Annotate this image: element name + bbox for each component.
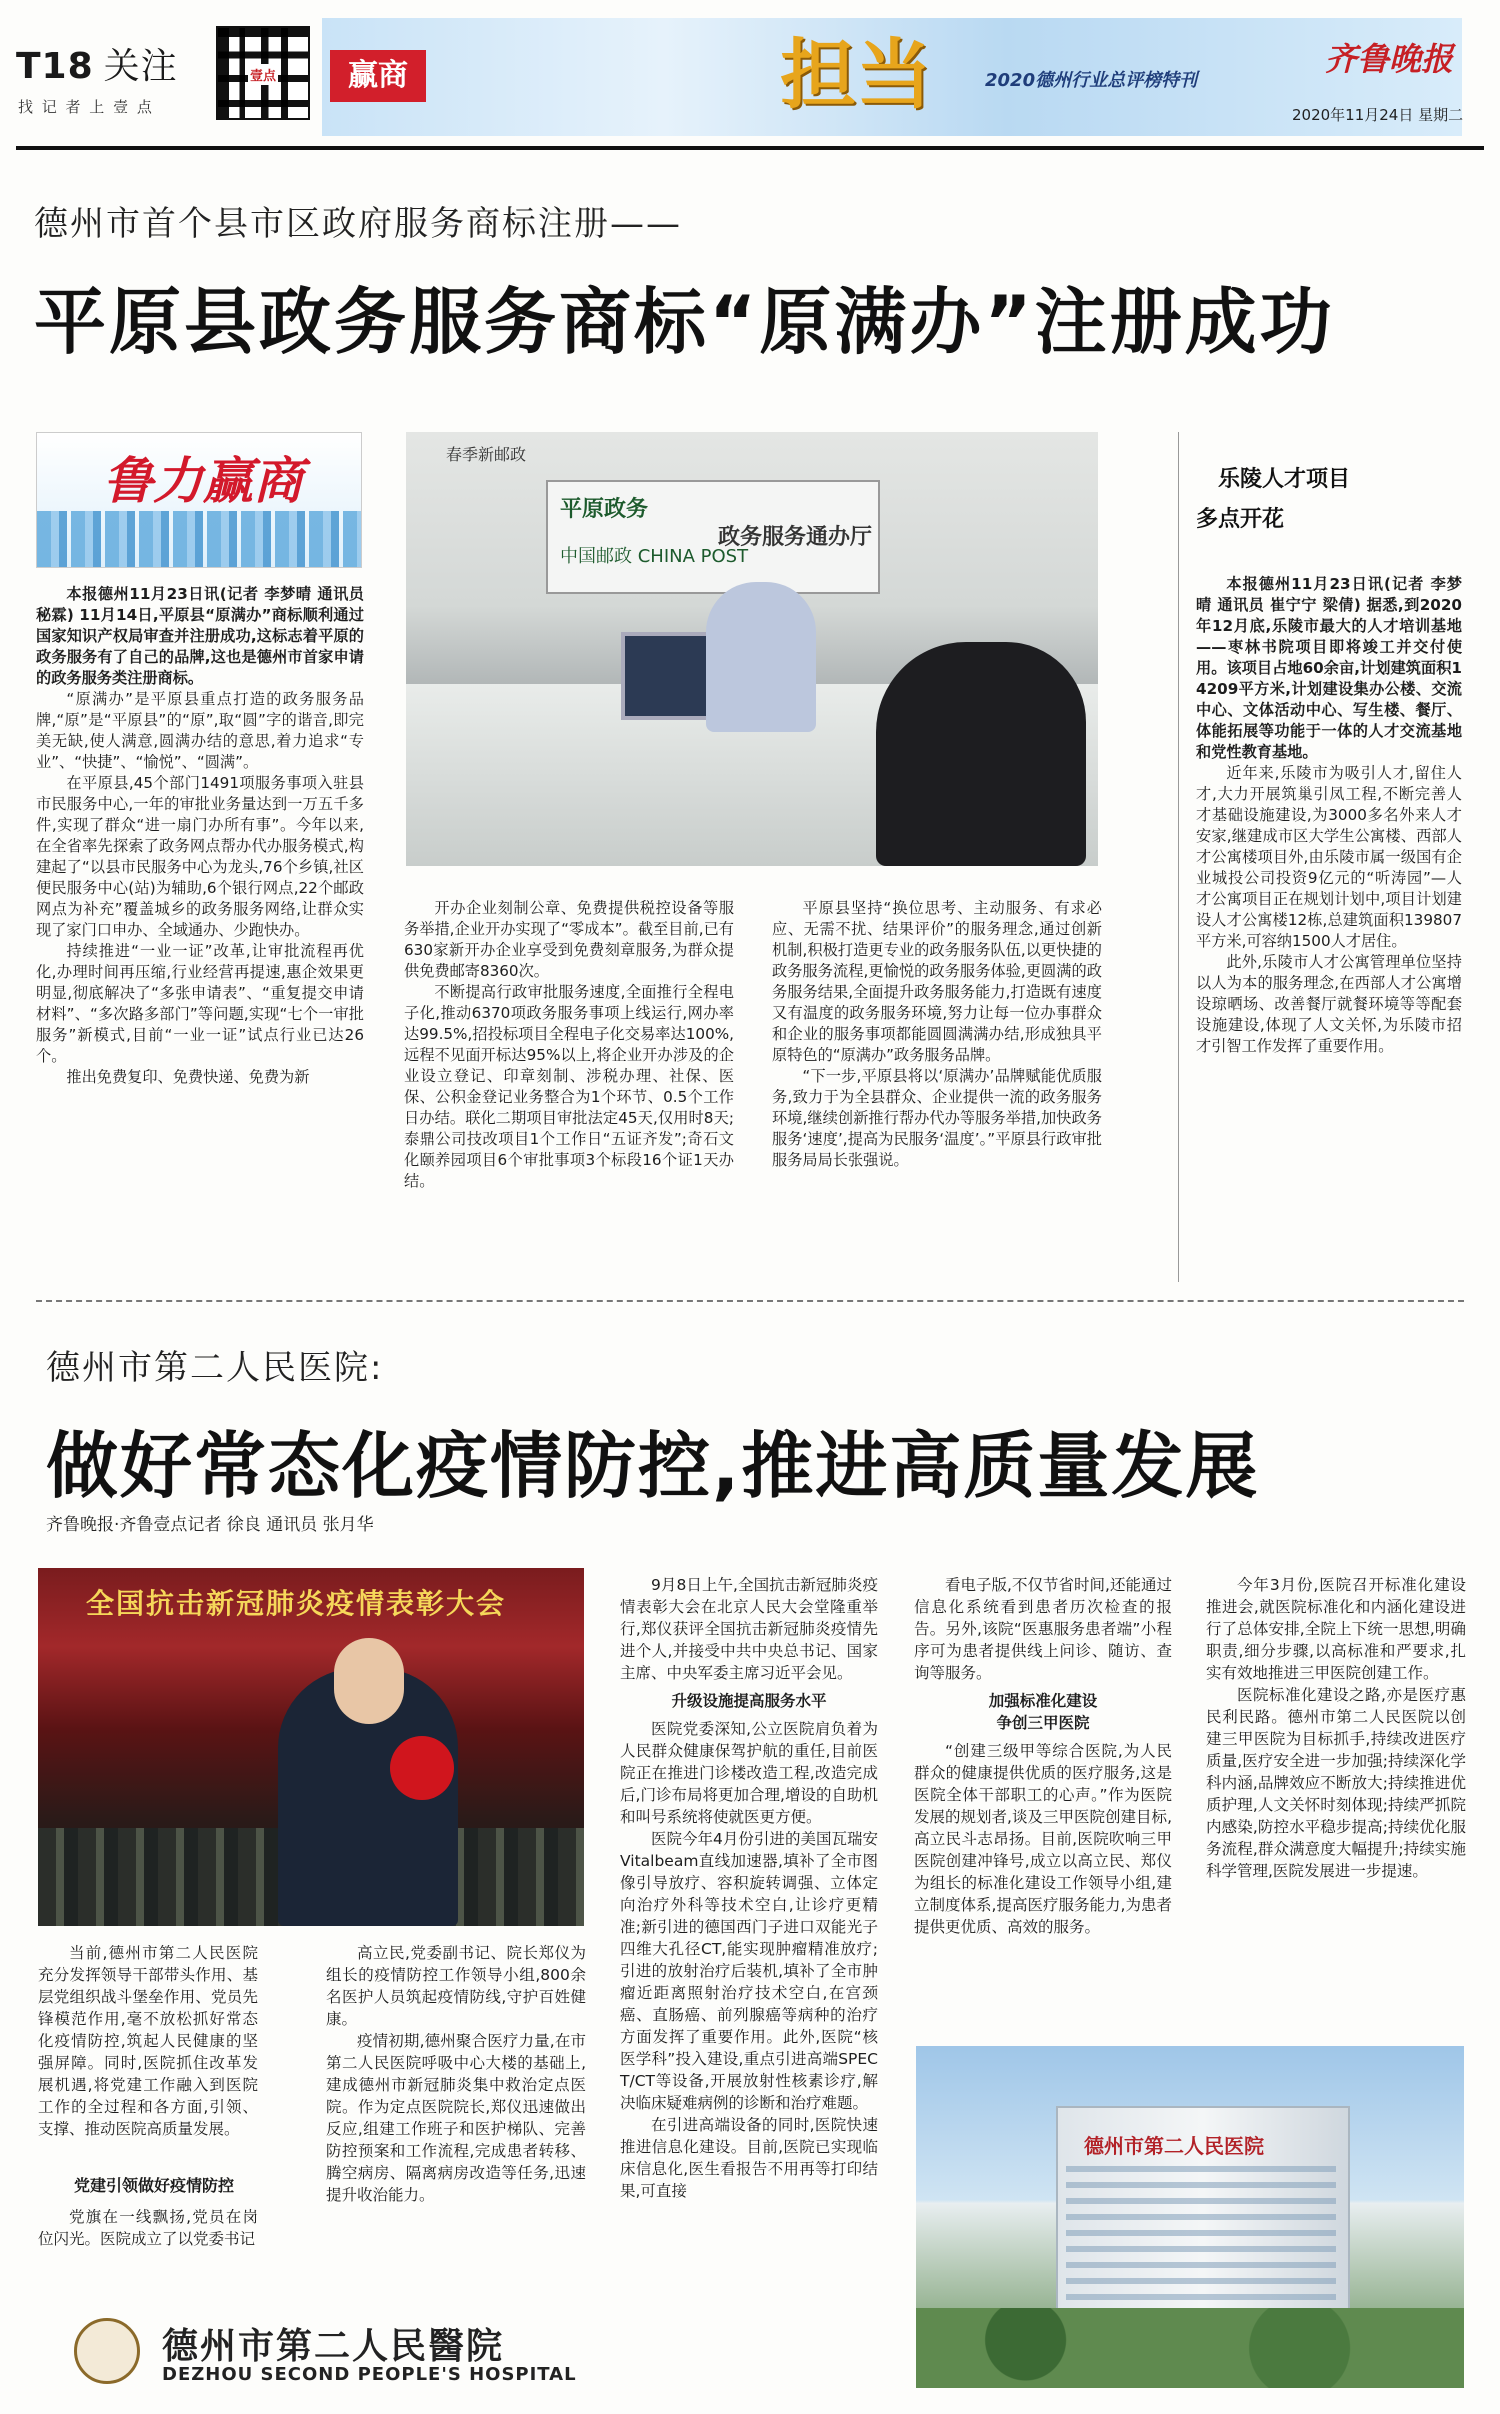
subheading: 争创三甲医院 xyxy=(996,1714,1090,1732)
article2-kicker: 德州市第二人民医院: xyxy=(46,1348,384,1388)
banner-subtitle: 2020德州行业总评榜特刊 xyxy=(985,70,1198,91)
article2-column1 xyxy=(38,1942,258,2140)
qr-label: 壹点 xyxy=(248,64,278,85)
page-number: T18 xyxy=(16,46,94,87)
paragraph: 本报德州11月23日讯(记者 李梦晴 通讯员 崔宁宁 梁倩) 据悉,到2020年12月底,乐陵市最大的人才培训基地——枣林书院项目即将竣工并交付使用。该项目占地60余亩,计划建筑面积14209平方米,计划建设集办公楼、交流中心、文体活动中心、写生楼、餐厅、体能拓展等功能于一体的人才交流基地和党性教育基地。 xyxy=(1196,575,1462,761)
sign-line2: 政务服务通办厅 xyxy=(718,525,873,550)
side-article xyxy=(1196,574,1462,1057)
section-separator xyxy=(36,1300,1464,1302)
banner-title: 担当 xyxy=(780,30,932,119)
paragraph: 不断提高行政审批服务速度,全面推行全程电子化,推动6370项政务服务事项上线运行,网办率达99.5%,招投标项目全程电子化交易率达100%,远程不见面开标达95%以上,将企业开办涉及的企业设立登记、印章刻制、涉税办理、社保、医保、公积金登记业务整合为1个环节、0.5个工作日办结。联化二期项目审批法定45天,仅用时8天;泰鼎公司技改项目1个工作日“五证齐发”;奇石文化颐养园项目6个审批事项3个标段16个证1天办结。 xyxy=(404,983,734,1190)
subheading: 升级设施提高服务水平 xyxy=(671,1692,827,1710)
article2-column1b xyxy=(38,2206,258,2250)
skyline-graphic xyxy=(37,511,361,567)
paragraph: 平原县坚持“换位思考、主动服务、有求必应、无需不扰、结果评价”的服务理念,通过创新机制,积极打造更专业的政务服务队伍,以更快捷的政务服务流程,更愉悦的政务服务体验,更圆满的政务服务结果,全面提升政务服务能力,打造既有速度又有温度的政务服务环境,努力让每一位办事群众和企业的服务事项都能圆圆满满办结,形成独具平原特色的“原满办”政务服务品牌。 xyxy=(772,899,1102,1064)
article1-column3 xyxy=(772,898,1102,1171)
paragraph: 当前,德州市第二人民医院充分发挥领导干部带头作用、基层党组织战斗堡垒作用、党员先锋模范作用,毫不放松抓好常态化疫情防控,筑起人民健康的坚强屏障。同时,医院抓住改革发展机遇,将党建工作融入到医院工作的全过程和各方面,引领、支撑、推动医院高质量发展。 xyxy=(38,1944,258,2138)
column-logo-text: 鲁力赢商 xyxy=(103,451,303,510)
paragraph: 在平原县,45个部门1491项服务事项入驻县市民服务中心,一年的审批业务量达到一万五千多件,实现了群众“进一扇门办所有事”。今年以来,在全省率先探索了政务网点帮办代办服务模式,构建起了“以县市民服务中心为龙头,76个乡镇,社区便民服务中心(站)为辅助,6个银行网点,22个邮政网点为补充”覆盖城乡的政务服务网络,让群众实现了家门口申办、全域通办、少跑快办。 xyxy=(36,774,364,939)
paragraph: 党旗在一线飘扬,党员在岗位闪光。医院成立了以党委书记 xyxy=(38,2208,258,2248)
building-sign: 德州市第二人民医院 xyxy=(1084,2134,1264,2158)
ceremony-banner: 全国抗击新冠肺炎疫情表彰大会 xyxy=(86,1587,507,1620)
header-rule xyxy=(16,146,1484,150)
paragraph: 近年来,乐陵市为吸引人才,留住人才,大力开展筑巢引凤工程,不断完善人才基础设施建设,为3000多名外来人才安家,继建成市区大学生公寓楼、西部人才公寓楼项目外,由乐陵市属一级国有企业城投公司投资9亿元的“听涛园”—人才公寓项目正在规划计划中,项目计划建设人才公寓楼12栋,总建筑面积139807平方米,可容纳1500人才居住。 xyxy=(1196,764,1462,950)
issue-date: 2020年11月24日 星期二 xyxy=(1292,106,1464,124)
clerk-figure xyxy=(706,582,816,732)
hospital-logo-icon xyxy=(74,2318,140,2384)
article2-column4 xyxy=(914,1574,1172,1938)
subheading: 党建引领做好疫情防控 xyxy=(74,2176,235,2195)
hospital-name-cn: 德州市第二人民醫院 xyxy=(162,2325,505,2367)
sign-line1: 平原政务 xyxy=(560,497,649,522)
paragraph: 高立民,党委副书记、院长郑仪为组长的疫情防控工作领导小组,800余名医护人员筑起疫情防线,守护百姓健康。 xyxy=(326,1944,586,2028)
honoree-head xyxy=(334,1638,404,1724)
article1-headline: 平原县政务服务商标“原满办”注册成功 xyxy=(34,280,1335,364)
paragraph: 推出免费复印、免费快递、免费为新 xyxy=(66,1068,310,1086)
paragraph: 持续推进“一业一证”改革,让审批流程再优化,办理时间再压缩,行业经营再提速,惠企效果更明显,彻底解决了“多张申请表”、“重复提交申请材料”、“多次路多部门”等问题,实现“七个一审批服务”新模式,目前“一业一证”试点行业已达26个。 xyxy=(36,942,364,1065)
paragraph: 看电子版,不仅节省时间,还能通过信息化系统看到患者历次检查的报告。另外,该院“医惠服务患者端”小程序可为患者提供线上问诊、随访、查询等服务。 xyxy=(914,1576,1172,1682)
banner-tag: 赢商 xyxy=(330,50,426,102)
page-header xyxy=(16,38,178,89)
paragraph: 在引进高端设备的同时,医院快速推进信息化建设。目前,医院已实现临床信息化,医生看报告不用再等打印结果,可直接 xyxy=(620,2116,878,2200)
article1-column1 xyxy=(36,584,364,1088)
trees xyxy=(916,2308,1464,2388)
paragraph: 今年3月份,医院召开标准化建设推进会,就医院标准化和内涵化建设进行了总体安排,全院上下统一思想,明确职责,细分步骤,以高标准和严要求,扎实有效地推进三甲医院创建工作。 xyxy=(1206,1576,1466,1682)
service-hall-photo xyxy=(406,432,1098,866)
paper-name: 齐鲁晚报 xyxy=(1325,40,1454,78)
paragraph: 疫情初期,德州聚合医疗力量,在市第二人民医院呼吸中心大楼的基础上,建成德州市新冠肺炎集中救治定点医院。作为定点医院院长,郑仪迅速做出反应,组建工作班子和医护梯队、完善防控预案和工作流程,完成患者转移、腾空病房、隔离病房改造等任务,迅速提升收治能力。 xyxy=(326,2032,586,2204)
article1-kicker: 德州市首个县市区政府服务商标注册—— xyxy=(34,204,682,244)
side-headline-line2: 多点开花 xyxy=(1196,507,1285,532)
hospital-building-photo xyxy=(916,2046,1464,2388)
article2-column2 xyxy=(326,1942,586,2206)
paragraph: “原满办”是平原县重点打造的政务服务品牌,“原”是“平原县”的“原”,取“圆”字的谐音,即完美无缺,使人满意,圆满办结的意思,着力追求“专业”、“快捷”、“愉悦”、“圆满”。 xyxy=(36,690,364,771)
paragraph: “创建三级甲等综合医院,为人民群众的健康提供优质的医疗服务,这是医院全体干部职工的心声。”作为医院发展的规划者,谈及三甲医院创建目标,高立民斗志昂扬。目前,医院吹响三甲医院创建冲锋号,成立以高立民、郑仪为组长的标准化建设工作领导小组,建立制度体系,提高医疗服务能力,为患者提供更优质、高效的服务。 xyxy=(914,1742,1172,1936)
award-ceremony-photo xyxy=(38,1568,584,1926)
section-name: 关注 xyxy=(103,46,178,87)
photo-top-text: 春季新邮政 xyxy=(446,445,527,464)
hospital-name-en: DEZHOU SECOND PEOPLE'S HOSPITAL xyxy=(162,2364,577,2385)
visitor-figure xyxy=(876,642,1086,866)
side-headline xyxy=(1196,460,1351,540)
column-divider xyxy=(1178,432,1179,1282)
sign-line3: 中国邮政 CHINA POST xyxy=(560,546,749,567)
paragraph: 医院标准化建设之路,亦是医疗惠民利民路。德州市第二人民医院以创建三甲医院为目标抓手,持续改进医疗质量,医疗安全进一步加强;持续深化学科内涵,品牌效应不断放大;持续推进优质护理,人文关怀时刻体现;持续严抓院内感染,防控水平稳步提高;持续优化服务流程,群众满意度大幅提升;持续实施科学管理,医院发展进一步提速。 xyxy=(1206,1686,1466,1880)
article2-headline: 做好常态化疫情防控,推进高质量发展 xyxy=(46,1424,1260,1508)
paragraph: 开办企业刻制公章、免费提供税控设备等服务举措,企业开办实现了“零成本”。截至目前,已有630家新开办企业享受到免费刻章服务,为群众提供免费邮寄8360次。 xyxy=(404,899,734,980)
red-flower-icon xyxy=(390,1736,454,1800)
wall-sign xyxy=(546,480,880,594)
paragraph: 医院今年4月份引进的美国瓦瑞安Vitalbeam直线加速器,填补了全市图像引导放疗、容积旋转调强、立体定向治疗外科等技术空白,让诊疗更精准;新引进的德国西门子进口双能光子四维大孔径CT,能实现肿瘤精准放疗;引进的放射治疗后装机,填补了全市肿瘤近距离照射治疗技术空白,在宫颈癌、直肠癌、前列腺癌等病种的治疗方面发挥了重要作用。此外,医院“核医学科”投入建设,重点引进高端SPECT/CT等设备,开展放射性核素诊疗,解决临床疑难病例的诊断和治疗难题。 xyxy=(620,1830,878,2112)
article1-column2 xyxy=(404,898,734,1192)
article2-column5 xyxy=(1206,1574,1466,1882)
paragraph: 此外,乐陵市人才公寓管理单位坚持以人为本的服务理念,在西部人才公寓增设琼晒场、改善餐厅就餐环境等等配套设施建设,体现了人文关怀,为乐陵市招才引智工作发挥了重要作用。 xyxy=(1196,953,1462,1055)
paragraph: 本报德州11月23日讯(记者 李梦晴 通讯员 秘霖) 11月14日,平原县“原满办”商标顺利通过国家知识产权局审查并注册成功,这标志着平原的政务服务有了自己的品牌,这也是德州市首家申请的政务服务类注册商标。 xyxy=(36,585,364,687)
column-logo xyxy=(36,432,362,568)
staff-line: 找 记 者 上 壹 点 xyxy=(18,98,154,116)
paragraph: 9月8日上午,全国抗击新冠肺炎疫情表彰大会在北京人民大会堂隆重举行,郑仪获评全国抗击新冠肺炎疫情先进个人,并接受中共中央总书记、国家主席、中央军委主席习近平会见。 xyxy=(620,1576,878,1682)
building-windows xyxy=(1066,2166,1336,2316)
article2-byline: 齐鲁晚报·齐鲁壹点记者 徐良 通讯员 张月华 xyxy=(46,1515,374,1535)
qr-code[interactable] xyxy=(216,26,310,120)
subheading: 加强标准化建设 xyxy=(988,1692,1098,1710)
paragraph: 医院党委深知,公立医院肩负着为人民群众健康保驾护航的重任,目前医院正在推进门诊楼改造工程,改造完成后,门诊布局将更加合理,增设的自助机和叫号系统将使就医更方便。 xyxy=(620,1720,878,1826)
side-headline-line1: 乐陵人才项目 xyxy=(1218,467,1351,492)
paragraph: “下一步,平原县将以‘原满办’品牌赋能优质服务,致力于为全县群众、企业提供一流的政务服务环境,继续创新推行帮办代办等服务举措,加快政务服务‘速度’,提高为民服务‘温度’。”平原县行政审批服务局局长张强说。 xyxy=(772,1067,1102,1169)
article2-column3 xyxy=(620,1574,878,2202)
